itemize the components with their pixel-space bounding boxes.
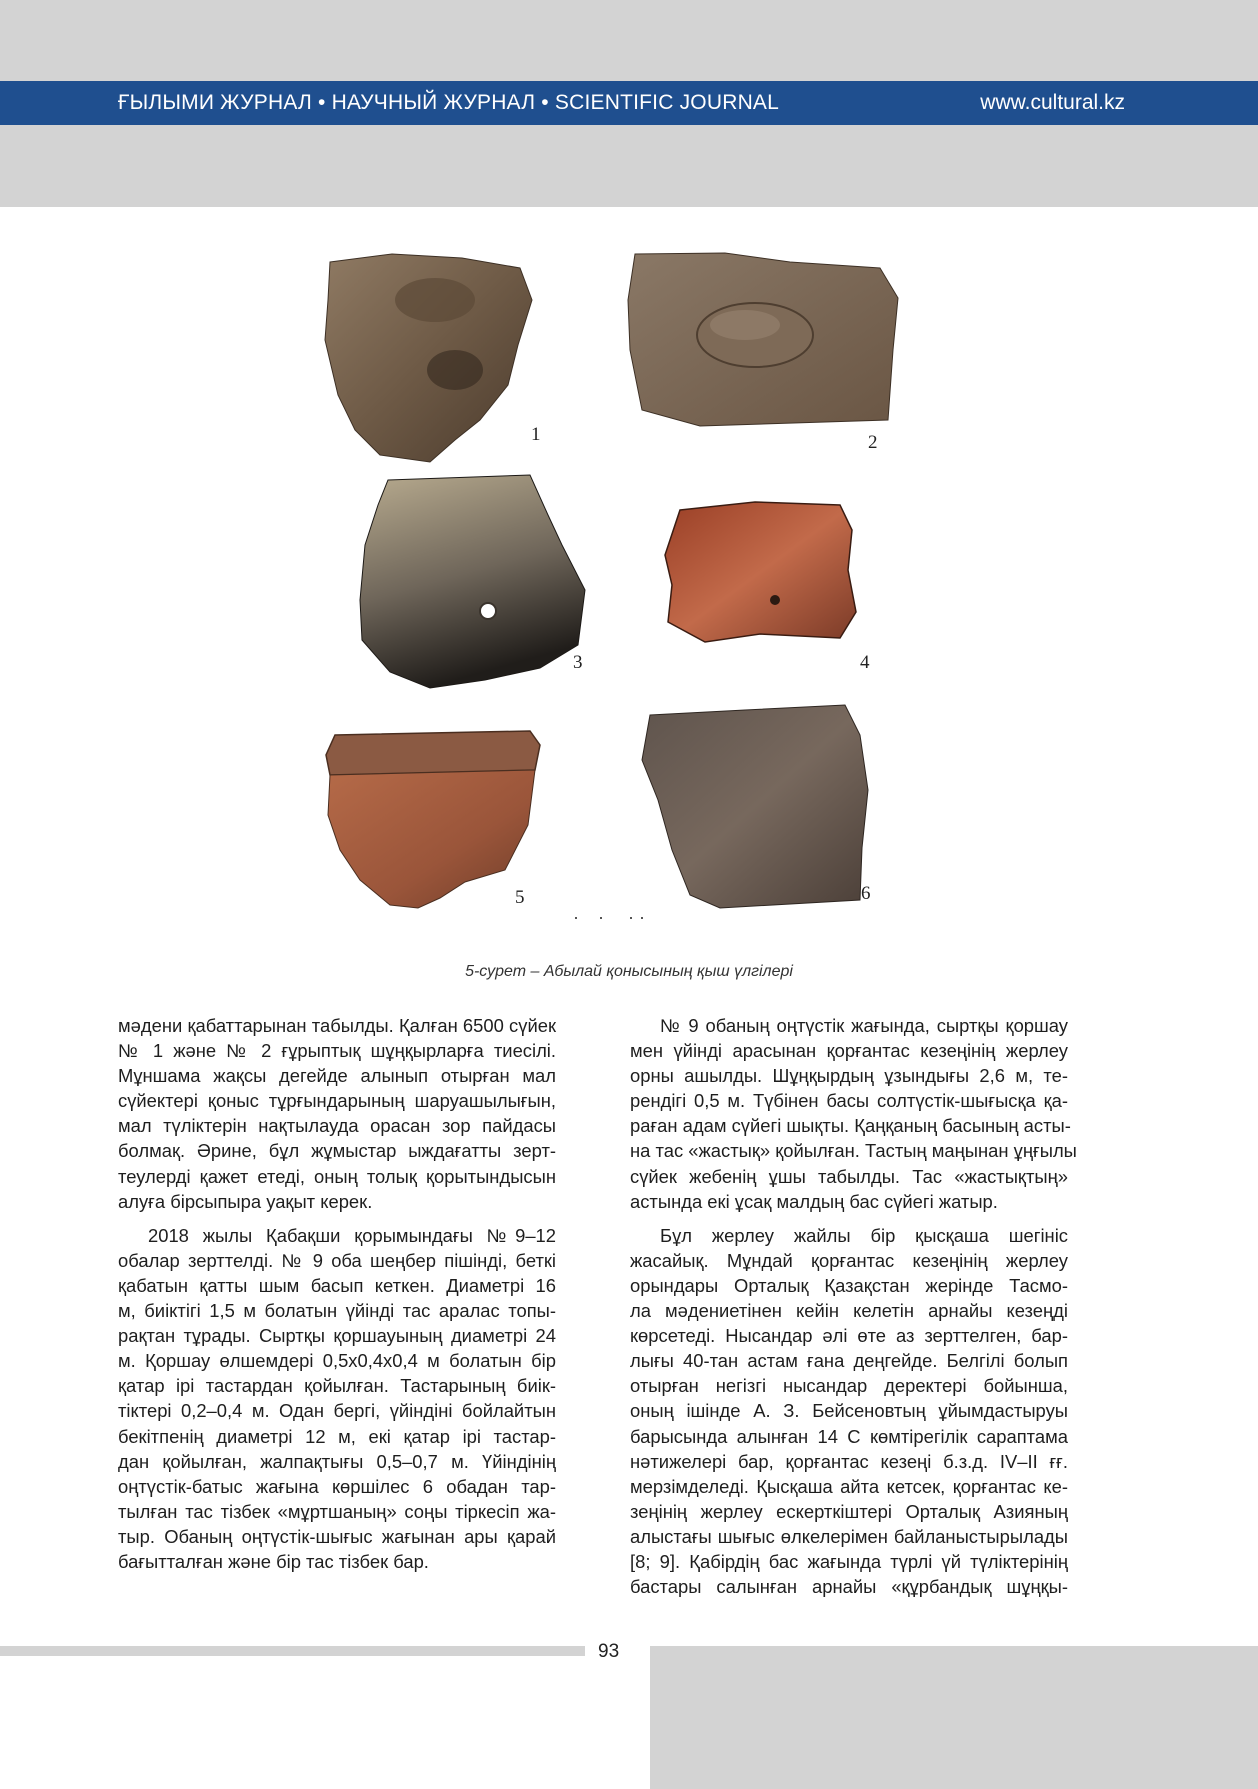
text-line: астында екі ұсақ малдың бас сүйегі жатыр.	[630, 1190, 998, 1212]
right-text-column	[630, 1013, 1077, 1599]
text-line: қабатын қатты шым басып кеткен. Диаметрі 16	[118, 1274, 556, 1296]
text-line: оның ішінде А. З. Бейсеновтың ұйымдастыруы	[630, 1400, 1068, 1422]
text-line: орны ашылды. Шұңқырдың ұзындығы 2,6 м, те-	[630, 1065, 1068, 1087]
text-line: болмақ. Әрине, бұл жұмыстар ыждағатты зерт-	[118, 1140, 556, 1162]
text-line: на тас «жастық» қойылған. Тастың маңынан ұңғылы	[630, 1140, 1077, 1162]
journal-title: ҒЫЛЫМИ ЖУРНАЛ • НАУЧНЫЙ ЖУРНАЛ • SCIENTIFIC JOURNAL	[118, 91, 780, 114]
shard-label-4: 4	[860, 652, 870, 673]
text-line: орындары Орталық Қазақстан жерінде Тасмо-	[630, 1274, 1068, 1296]
text-line: рақтан тұрады. Сыртқы қоршауының диаметрі 24	[118, 1325, 556, 1347]
text-line: тылған тас тізбек «мұртшаның» соңы тіркесіп жа-	[118, 1500, 556, 1522]
shard-3	[360, 475, 585, 688]
shard-5	[326, 731, 540, 908]
text-line: лығы 40-тан астам ғана деңгейде. Белгілі болып	[630, 1350, 1068, 1372]
text-line: барысында алынған 14 С көмтірегілік сараптама	[630, 1425, 1068, 1447]
shard-label-5: 5	[515, 887, 525, 908]
text-line: бастары салынған арнайы «құрбандық шұңқы-	[630, 1576, 1068, 1598]
text-line: раған адам сүйегі шықты. Қаңқаның басының асты-	[630, 1115, 1071, 1137]
text-line: рендігі 0,5 м. Түбінен басы солтүстік-шығысқа қа-	[630, 1090, 1068, 1112]
text-line: жасайық. Мұндай қорғантас кезеңінің жерлеу	[630, 1249, 1068, 1271]
text-line: [8; 9]. Қабірдің бас жағында түрлі үй түліктерінің	[630, 1550, 1068, 1572]
text-line: зеңінің жерлеу ескерткіштері Орталық Азияның	[630, 1500, 1068, 1522]
website-link[interactable]: www.cultural.kz	[980, 91, 1125, 114]
footer-bar-left	[0, 1646, 585, 1656]
text-line: Мұншама жақсы дегейде алынып отырған мал	[118, 1065, 556, 1087]
text-line: обалар зерттелді. № 9 оба шеңбер пішінді, беткі	[118, 1249, 556, 1271]
text-line: мал түліктерін нақтылауда орасан зор пайдасы	[118, 1115, 556, 1137]
shard-2	[628, 253, 898, 426]
shard-label-2: 2	[868, 432, 878, 453]
text-line: нәтижелері бар, қорғантас кезеңі б.з.д. IV–II ғғ.	[630, 1450, 1068, 1472]
shard-4	[665, 502, 856, 642]
text-line: сүйектері қоныс тұрғындарының шаруашылығын,	[118, 1090, 556, 1112]
text-line: бекітпенің диаметрі 12 м, екі қатар ірі тастар-	[118, 1425, 556, 1447]
text-line: дан қойылған, жалпақтығы 0,5–0,7 м. Үйіндінің	[118, 1450, 556, 1472]
text-line: отырған негізгі нысандар деректері бойынша,	[630, 1375, 1068, 1397]
text-line: мерзімделеді. Қысқаша айта кетсек, қорғантас ке-	[630, 1475, 1068, 1497]
text-line: бағытталған және бір тас тізбек бар.	[118, 1550, 429, 1572]
text-line: сүйек жебенің ұшы табылды. Тас «жастықтың»	[630, 1165, 1068, 1187]
shard-label-6: 6	[861, 883, 871, 904]
text-line: ла мәдениетінен кейін келетін арнайы кезеңді	[630, 1300, 1068, 1322]
text-line: теулерді қажет етеді, оның толық қорытындысын	[118, 1165, 556, 1187]
text-line: оңтүстік-батыс жағына көршілес 6 обадан тар-	[118, 1475, 556, 1497]
text-line: тіктері 0,2–0,4 м. Одан бергі, үйіндіні бойлайтын	[118, 1400, 556, 1422]
figure-caption: 5-сурет – Абылай қонысының қыш үлгілері	[465, 963, 793, 980]
text-line: м, биіктігі 1,5 м болатын үйінді тас аралас топы-	[118, 1300, 556, 1322]
text-line: алыстағы шығыс өлкелерімен байланыстырылады	[630, 1525, 1068, 1547]
text-line: № 1 және № 2 ғұрыптық шұңқырларға тиесілі.	[118, 1040, 556, 1062]
shard-label-1: 1	[531, 424, 541, 445]
text-line: м. Қоршау өлшемдері 0,5х0,4х0,4 м болатын бір	[118, 1350, 556, 1372]
shard-label-3: 3	[573, 652, 583, 673]
text-line: мәдени қабаттарынан табылды. Қалған 6500 сүйек	[118, 1015, 556, 1036]
page-number: 93	[598, 1641, 620, 1662]
text-line: тыр. Обаның оңтүстік-шығыс жағынан ары қарай	[118, 1525, 556, 1547]
shard-1	[325, 254, 532, 462]
footer-block-right	[650, 1646, 1258, 1789]
left-text-column	[118, 1013, 556, 1574]
shard-6	[642, 705, 868, 908]
text-line: қатар ірі тастардан қойылған. Тастарының биік-	[118, 1375, 556, 1397]
text-line: Бұл жерлеу жайлы бір қысқаша шегініс	[660, 1224, 1068, 1246]
text-line: мен үйінді арасынан қорғантас кезеңінің жерлеу	[630, 1040, 1068, 1062]
text-line: алуға бірсыпыра уақыт керек.	[118, 1190, 373, 1212]
text-line: 2018 жылы Қабақши қорымындағы №9–12	[148, 1224, 556, 1246]
text-line: № 9 обаның оңтүстік жағында, сыртқы қоршау	[660, 1015, 1068, 1036]
text-line: көрсетеді. Нысандар әлі өте аз зерттелген, бар-	[630, 1325, 1068, 1347]
